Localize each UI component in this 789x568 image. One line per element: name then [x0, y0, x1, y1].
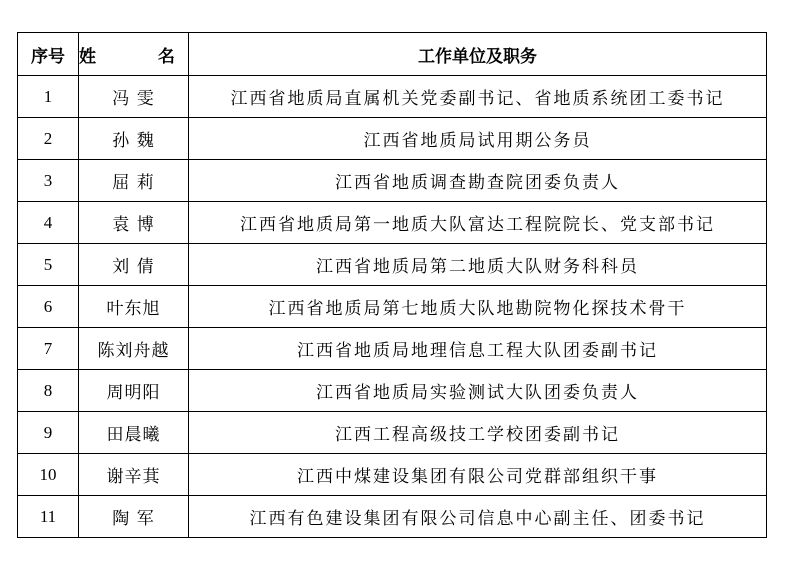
table-row — [18, 370, 767, 412]
table-row — [18, 328, 767, 370]
row-name: 周明阳 — [79, 370, 189, 412]
row-name: 冯 雯 — [79, 76, 189, 118]
row-position: 江西有色建设集团有限公司信息中心副主任、团委书记 — [189, 496, 767, 538]
table-row — [18, 76, 767, 118]
table-row — [18, 160, 767, 202]
row-index: 6 — [18, 286, 79, 328]
table-row — [18, 244, 767, 286]
row-name: 谢辛萁 — [79, 454, 189, 496]
table-row — [18, 454, 767, 496]
row-index: 3 — [18, 160, 79, 202]
row-index: 1 — [18, 76, 79, 118]
row-name: 袁 博 — [79, 202, 189, 244]
row-index: 9 — [18, 412, 79, 454]
row-name: 陶 军 — [79, 496, 189, 538]
row-name: 屈 莉 — [79, 160, 189, 202]
row-position: 江西省地质调查勘查院团委负责人 — [189, 160, 767, 202]
table-row — [18, 202, 767, 244]
row-name: 叶东旭 — [79, 286, 189, 328]
row-name: 陈刘舟越 — [79, 328, 189, 370]
row-index: 10 — [18, 454, 79, 496]
row-position: 江西省地质局第七地质大队地勘院物化探技术骨干 — [189, 286, 767, 328]
row-position: 江西省地质局试用期公务员 — [189, 118, 767, 160]
header-name: 姓 名 — [79, 33, 189, 76]
table-row — [18, 496, 767, 538]
row-position: 江西省地质局地理信息工程大队团委副书记 — [189, 328, 767, 370]
header-index: 序号 — [18, 33, 79, 76]
table-row — [18, 118, 767, 160]
row-position: 江西工程高级技工学校团委副书记 — [189, 412, 767, 454]
row-position: 江西中煤建设集团有限公司党群部组织干事 — [189, 454, 767, 496]
row-index: 7 — [18, 328, 79, 370]
row-index: 2 — [18, 118, 79, 160]
roster-table — [17, 32, 767, 538]
row-name: 孙 魏 — [79, 118, 189, 160]
row-name: 刘 倩 — [79, 244, 189, 286]
header-position: 工作单位及职务 — [189, 33, 767, 76]
table-row — [18, 412, 767, 454]
row-position: 江西省地质局直属机关党委副书记、省地质系统团工委书记 — [189, 76, 767, 118]
row-index: 5 — [18, 244, 79, 286]
row-index: 8 — [18, 370, 79, 412]
row-index: 4 — [18, 202, 79, 244]
row-name: 田晨曦 — [79, 412, 189, 454]
row-position: 江西省地质局实验测试大队团委负责人 — [189, 370, 767, 412]
row-position: 江西省地质局第二地质大队财务科科员 — [189, 244, 767, 286]
table-header-row — [18, 33, 767, 76]
row-position: 江西省地质局第一地质大队富达工程院院长、党支部书记 — [189, 202, 767, 244]
table-row — [18, 286, 767, 328]
row-index: 11 — [18, 496, 79, 538]
